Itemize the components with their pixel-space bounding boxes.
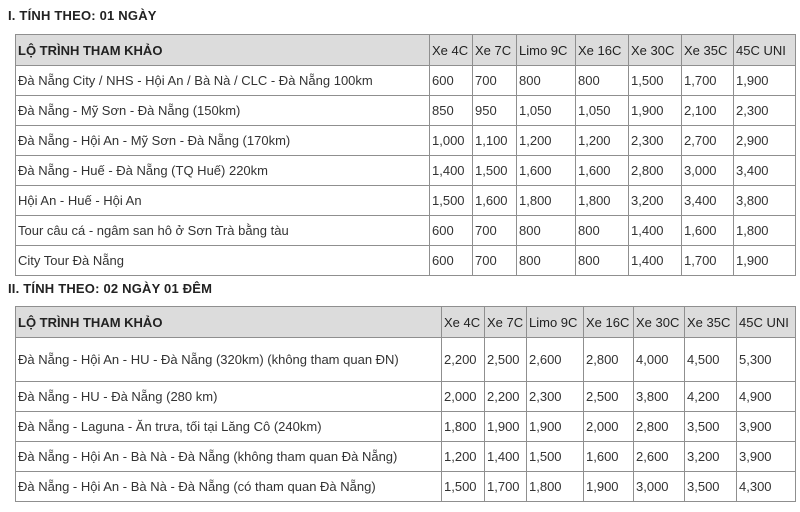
header-row [16, 307, 796, 338]
column-header-vehicle: Limo 9C [527, 307, 584, 338]
price-cell: 1,400 [485, 442, 527, 472]
price-cell: 800 [576, 66, 629, 96]
price-cell: 2,800 [634, 412, 685, 442]
price-cell: 2,300 [734, 96, 796, 126]
route-cell: Đà Nẵng - Huế - Đà Nẵng (TQ Huế) 220km [16, 156, 430, 186]
price-cell: 800 [576, 246, 629, 276]
price-cell: 3,500 [685, 472, 737, 502]
price-cell: 600 [430, 66, 473, 96]
price-table-2-days-1-night [15, 306, 796, 502]
price-cell: 2,000 [584, 412, 634, 442]
route-cell: City Tour Đà Nẵng [16, 246, 430, 276]
price-cell: 3,200 [629, 186, 682, 216]
column-header-vehicle: Xe 35C [682, 35, 734, 66]
table-row [16, 216, 796, 246]
price-cell: 2,200 [442, 338, 485, 382]
table-row [16, 246, 796, 276]
route-cell: Đà Nẵng - Mỹ Sơn - Đà Nẵng (150km) [16, 96, 430, 126]
route-cell: Hội An - Huế - Hội An [16, 186, 430, 216]
price-cell: 1,600 [576, 156, 629, 186]
table-row [16, 472, 796, 502]
route-cell: Đà Nẵng City / NHS - Hội An / Bà Nà / CLC - Đà Nẵng 100km [16, 66, 430, 96]
table-row [16, 412, 796, 442]
price-cell: 800 [517, 246, 576, 276]
column-header-vehicle: 45C UNI [734, 35, 796, 66]
column-header-vehicle: Xe 35C [685, 307, 737, 338]
price-cell: 1,900 [485, 412, 527, 442]
column-header-vehicle: Xe 30C [634, 307, 685, 338]
table-row [16, 156, 796, 186]
price-cell: 3,800 [734, 186, 796, 216]
column-header-vehicle: Xe 4C [442, 307, 485, 338]
price-cell: 1,600 [473, 186, 517, 216]
price-cell: 1,500 [442, 472, 485, 502]
column-header-route: LỘ TRÌNH THAM KHẢO [16, 307, 442, 338]
route-cell: Đà Nẵng - Hội An - Mỹ Sơn - Đà Nẵng (170km) [16, 126, 430, 156]
price-cell: 2,300 [629, 126, 682, 156]
price-cell: 2,100 [682, 96, 734, 126]
price-cell: 2,600 [527, 338, 584, 382]
price-cell: 1,400 [629, 216, 682, 246]
section1-title: I. TÍNH THEO: 01 NGÀY [8, 8, 157, 23]
price-cell: 1,050 [517, 96, 576, 126]
price-cell: 1,900 [527, 412, 584, 442]
price-cell: 700 [473, 216, 517, 246]
price-table-1-day [15, 34, 796, 276]
price-cell: 1,900 [584, 472, 634, 502]
table-row [16, 96, 796, 126]
price-cell: 3,500 [685, 412, 737, 442]
column-header-vehicle: Xe 16C [576, 35, 629, 66]
price-cell: 1,500 [527, 442, 584, 472]
column-header-vehicle: Xe 16C [584, 307, 634, 338]
price-cell: 2,500 [584, 382, 634, 412]
price-cell: 2,600 [634, 442, 685, 472]
price-cell: 2,900 [734, 126, 796, 156]
price-cell: 1,500 [473, 156, 517, 186]
price-cell: 2,000 [442, 382, 485, 412]
column-header-vehicle: Xe 30C [629, 35, 682, 66]
price-cell: 4,000 [634, 338, 685, 382]
price-cell: 1,100 [473, 126, 517, 156]
price-cell: 1,700 [682, 66, 734, 96]
price-cell: 600 [430, 246, 473, 276]
price-cell: 700 [473, 66, 517, 96]
section2-title: II. TÍNH THEO: 02 NGÀY 01 ĐÊM [8, 281, 213, 296]
price-cell: 3,800 [634, 382, 685, 412]
price-cell: 1,400 [430, 156, 473, 186]
price-cell: 3,000 [682, 156, 734, 186]
price-cell: 1,900 [734, 246, 796, 276]
route-cell: Đà Nẵng - HU - Đà Nẵng (280 km) [16, 382, 442, 412]
price-cell: 1,700 [485, 472, 527, 502]
price-cell: 1,200 [442, 442, 485, 472]
price-cell: 600 [430, 216, 473, 246]
route-cell: Đà Nẵng - Hội An - Bà Nà - Đà Nẵng (không tham quan Đà Nẵng) [16, 442, 442, 472]
price-cell: 1,500 [629, 66, 682, 96]
price-cell: 1,400 [629, 246, 682, 276]
price-cell: 4,300 [737, 472, 796, 502]
price-cell: 1,900 [629, 96, 682, 126]
route-cell: Đà Nẵng - Laguna - Ăn trưa, tối tại Lăng Cô (240km) [16, 412, 442, 442]
price-cell: 1,200 [517, 126, 576, 156]
price-cell: 2,300 [527, 382, 584, 412]
price-cell: 2,800 [629, 156, 682, 186]
price-cell: 1,050 [576, 96, 629, 126]
column-header-vehicle: Xe 7C [473, 35, 517, 66]
price-cell: 1,700 [682, 246, 734, 276]
route-cell: Tour câu cá - ngâm san hô ở Sơn Trà bằng tàu [16, 216, 430, 246]
table-row [16, 338, 796, 382]
price-cell: 950 [473, 96, 517, 126]
price-cell: 1,900 [734, 66, 796, 96]
price-cell: 1,600 [517, 156, 576, 186]
price-cell: 4,900 [737, 382, 796, 412]
price-cell: 1,800 [442, 412, 485, 442]
column-header-vehicle: 45C UNI [737, 307, 796, 338]
column-header-route: LỘ TRÌNH THAM KHẢO [16, 35, 430, 66]
table-row [16, 186, 796, 216]
price-cell: 1,600 [682, 216, 734, 246]
column-header-vehicle: Xe 4C [430, 35, 473, 66]
price-cell: 3,900 [737, 412, 796, 442]
table-row [16, 382, 796, 412]
column-header-vehicle: Limo 9C [517, 35, 576, 66]
price-cell: 1,800 [734, 216, 796, 246]
table-row [16, 126, 796, 156]
price-cell: 4,200 [685, 382, 737, 412]
price-cell: 3,400 [682, 186, 734, 216]
price-cell: 1,000 [430, 126, 473, 156]
price-cell: 5,300 [737, 338, 796, 382]
price-cell: 1,600 [584, 442, 634, 472]
price-cell: 1,800 [517, 186, 576, 216]
price-cell: 2,700 [682, 126, 734, 156]
price-cell: 2,500 [485, 338, 527, 382]
route-cell: Đà Nẵng - Hội An - Bà Nà - Đà Nẵng (có tham quan Đà Nẵng) [16, 472, 442, 502]
price-cell: 1,500 [430, 186, 473, 216]
route-cell: Đà Nẵng - Hội An - HU - Đà Nẵng (320km) (không tham quan ĐN) [16, 338, 442, 382]
price-cell: 800 [517, 66, 576, 96]
price-cell: 3,900 [737, 442, 796, 472]
table-row [16, 442, 796, 472]
price-cell: 700 [473, 246, 517, 276]
price-cell: 2,200 [485, 382, 527, 412]
price-cell: 1,800 [527, 472, 584, 502]
header-row [16, 35, 796, 66]
price-cell: 800 [576, 216, 629, 246]
table-row [16, 66, 796, 96]
price-cell: 1,200 [576, 126, 629, 156]
column-header-vehicle: Xe 7C [485, 307, 527, 338]
price-cell: 3,000 [634, 472, 685, 502]
price-cell: 2,800 [584, 338, 634, 382]
price-cell: 1,800 [576, 186, 629, 216]
price-cell: 4,500 [685, 338, 737, 382]
price-cell: 3,400 [734, 156, 796, 186]
price-cell: 850 [430, 96, 473, 126]
price-cell: 800 [517, 216, 576, 246]
price-cell: 3,200 [685, 442, 737, 472]
